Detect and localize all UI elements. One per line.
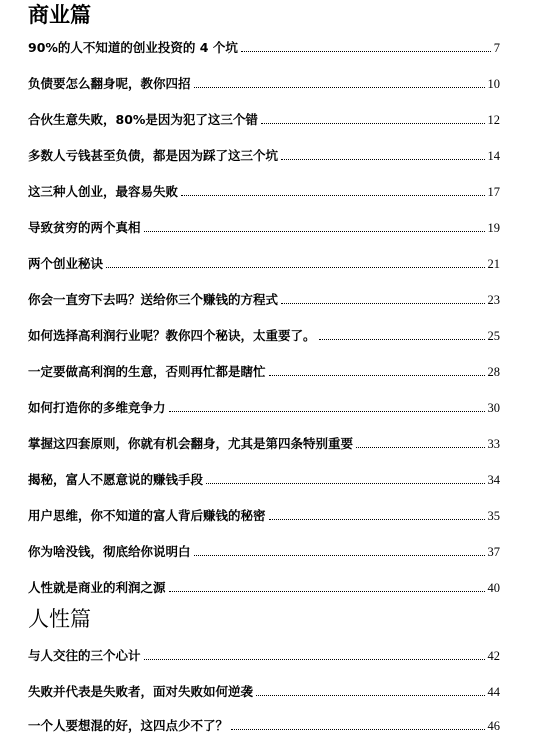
toc-entry[interactable]: [28, 716, 500, 734]
toc-entry[interactable]: [28, 434, 500, 452]
toc-entry[interactable]: [28, 398, 500, 416]
toc-entry[interactable]: [28, 470, 500, 488]
toc-entry-title: 如何选择高利润行业呢？教你四个秘诀，太重要了。: [28, 328, 316, 343]
toc-entry-title: 这三种人创业，最容易失败: [28, 184, 179, 199]
toc-entry-page: 17: [487, 185, 500, 199]
toc-entry-title: 揭秘，富人不愿意说的赚钱手段: [28, 472, 204, 487]
toc-entry-page: 34: [487, 473, 500, 487]
dot-leader: [356, 446, 484, 448]
dot-leader: [206, 482, 484, 484]
toc-entry-title: 用户思维，你不知道的富人背后赚钱的秘密: [28, 508, 266, 523]
toc-entry-page: 28: [487, 365, 500, 379]
toc-entry-page: 42: [487, 649, 500, 663]
dot-leader: [269, 518, 485, 520]
toc-entry-title: 90%的人不知道的创业投资的 4 个坑: [28, 40, 238, 55]
section-title-business: 商业篇: [28, 3, 91, 27]
toc-entry-title: 你会一直穷下去吗？送给你三个赚钱的方程式: [28, 292, 279, 307]
toc-entry-page: 40: [487, 581, 500, 595]
toc-entry[interactable]: [28, 506, 500, 524]
toc-entry-title: 两个创业秘诀: [28, 256, 104, 271]
dot-leader: [281, 158, 484, 160]
toc-entry-title: 多数人亏钱甚至负债，都是因为踩了这三个坑: [28, 148, 279, 163]
toc-entry-title: 合伙生意失败，80%是因为犯了这三个错: [28, 112, 258, 127]
dot-leader: [241, 50, 491, 52]
toc-entry[interactable]: [28, 326, 500, 344]
toc-entry[interactable]: [28, 182, 500, 200]
toc-entry-title: 掌握这四套原则，你就有机会翻身，尤其是第四条特别重要: [28, 436, 354, 451]
dot-leader: [261, 122, 485, 124]
toc-entry-page: 46: [487, 719, 500, 733]
toc-entry[interactable]: [28, 218, 500, 236]
toc-entry-page: 10: [487, 77, 500, 91]
dot-leader: [319, 338, 485, 340]
toc-entry-page: 33: [487, 437, 500, 451]
toc-entry-page: 7: [493, 41, 500, 55]
dot-leader: [181, 194, 484, 196]
dot-leader: [256, 694, 484, 696]
toc-entry-title: 导致贫穷的两个真相: [28, 220, 141, 235]
toc-entry-title: 一定要做高利润的生意，否则再忙都是瞎忙: [28, 364, 266, 379]
toc-entry[interactable]: [28, 146, 500, 164]
toc-entry-page: 35: [487, 509, 500, 523]
toc-entry[interactable]: [28, 362, 500, 380]
toc-entry[interactable]: [28, 110, 500, 128]
dot-leader: [144, 658, 485, 660]
toc-entry[interactable]: [28, 74, 500, 92]
toc-entry[interactable]: [28, 682, 500, 700]
toc-entry-page: 14: [487, 149, 500, 163]
dot-leader: [194, 554, 485, 556]
dot-leader: [144, 230, 485, 232]
dot-leader: [281, 302, 484, 304]
toc-entry-page: 44: [487, 685, 500, 699]
toc-entry[interactable]: [28, 542, 500, 560]
section-title-human-nature: 人性篇: [28, 607, 91, 631]
toc-entry-title: 人性就是商业的利润之源: [28, 580, 166, 595]
dot-leader: [269, 374, 485, 376]
toc-entry-title: 失败并代表是失败者，面对失败如何逆袭: [28, 684, 254, 699]
toc-entry-page: 25: [487, 329, 500, 343]
dot-leader: [194, 86, 485, 88]
toc-entry[interactable]: [28, 578, 500, 596]
toc-entry-page: 12: [487, 113, 500, 127]
toc-entry-title: 一个人要想混的好，这四点少不了？: [28, 718, 229, 733]
toc-entry-title: 如何打造你的多维竞争力: [28, 400, 166, 415]
toc-entry-title: 负债要怎么翻身呢，教你四招: [28, 76, 191, 91]
toc-entry-page: 30: [487, 401, 500, 415]
toc-entry-title: 你为啥没钱，彻底给你说明白: [28, 544, 191, 559]
toc-entry[interactable]: [28, 254, 500, 272]
toc-entry-page: 19: [487, 221, 500, 235]
toc-entry-page: 21: [487, 257, 500, 271]
toc-entry-page: 23: [487, 293, 500, 307]
toc-entry-page: 37: [487, 545, 500, 559]
dot-leader: [106, 266, 484, 268]
toc-entry[interactable]: [28, 646, 500, 664]
toc-entry[interactable]: [28, 38, 500, 56]
toc-entry-title: 与人交往的三个心计: [28, 648, 141, 663]
dot-leader: [169, 410, 485, 412]
dot-leader: [231, 728, 484, 730]
toc-entry[interactable]: [28, 290, 500, 308]
dot-leader: [169, 590, 485, 592]
